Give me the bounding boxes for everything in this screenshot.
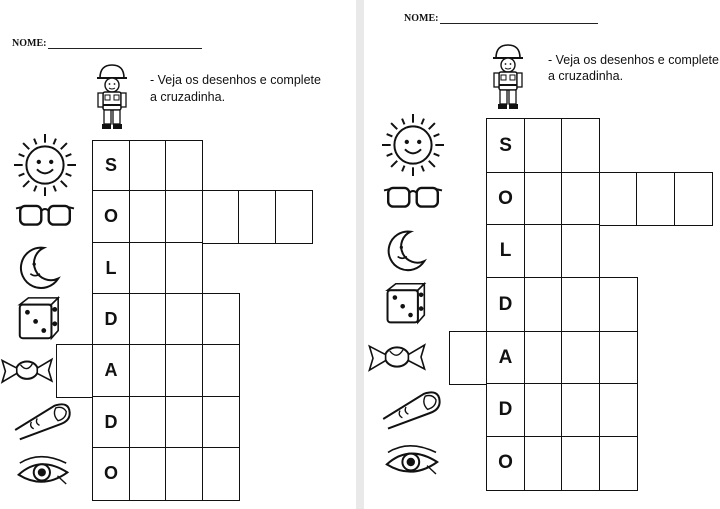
eye-icon [382, 444, 442, 486]
answer-cell[interactable] [561, 118, 600, 174]
answer-cell[interactable] [674, 172, 713, 226]
worksheet-page-left [0, 0, 356, 509]
answer-cell[interactable] [165, 447, 203, 501]
soldier-icon [488, 42, 528, 117]
answer-cell[interactable] [561, 224, 600, 279]
key-letter: O [104, 206, 119, 227]
answer-cell[interactable] [561, 277, 600, 333]
answer-cell[interactable] [202, 190, 240, 244]
answer-cell[interactable] [524, 436, 563, 491]
answer-cell[interactable] [165, 242, 203, 295]
answer-cell[interactable] [129, 190, 167, 244]
instruction-line-1: - Veja os desenhos e complete [150, 73, 321, 87]
glasses-icon [382, 183, 444, 219]
key-letter: O [498, 452, 513, 474]
sun-icon [382, 114, 444, 181]
answer-cell[interactable] [636, 172, 675, 226]
answer-cell[interactable] [449, 331, 488, 385]
answer-cell[interactable] [165, 293, 203, 346]
key-letter: O [498, 187, 513, 209]
answer-cell[interactable] [165, 344, 203, 398]
key-letter: A [104, 360, 118, 381]
dice-icon [382, 281, 428, 332]
answer-cell[interactable] [129, 396, 167, 449]
instruction-line-2: a cruzadinha. [150, 90, 226, 104]
answer-cell[interactable] [165, 140, 203, 192]
instruction-line-2: a cruzadinha. [548, 69, 624, 83]
answer-cell[interactable] [56, 344, 94, 398]
candy-icon [367, 339, 427, 380]
answer-cell[interactable] [238, 190, 276, 244]
answer-cell[interactable] [202, 447, 240, 501]
name-label: NOME: [404, 13, 439, 24]
answer-cell[interactable] [524, 277, 563, 333]
moon-icon [382, 228, 428, 279]
sun-icon [14, 134, 76, 201]
soldier-icon [92, 62, 132, 137]
answer-cell[interactable] [524, 172, 563, 226]
answer-cell[interactable] [561, 383, 600, 438]
key-letter: L [499, 240, 512, 262]
key-letter: A [498, 346, 513, 368]
key-letter: D [498, 399, 513, 421]
worksheet-page-right [364, 0, 720, 509]
answer-cell[interactable] [129, 242, 167, 295]
answer-cell[interactable] [202, 293, 240, 346]
glasses-icon [14, 201, 76, 237]
answer-cell[interactable] [202, 396, 240, 449]
answer-cell[interactable] [524, 331, 563, 385]
answer-cell[interactable] [202, 344, 240, 398]
key-letter: D [498, 293, 513, 315]
key-letter: O [104, 463, 119, 484]
answer-cell[interactable] [599, 383, 638, 438]
answer-cell[interactable] [524, 224, 563, 279]
name-input-line[interactable] [440, 23, 598, 24]
finger-icon [382, 389, 442, 436]
answer-cell[interactable] [129, 293, 167, 346]
key-letter: S [499, 134, 512, 156]
answer-cell[interactable] [561, 172, 600, 226]
answer-cell[interactable] [165, 396, 203, 449]
instruction-line-1: - Veja os desenhos e complete [548, 53, 719, 67]
answer-cell[interactable] [129, 344, 167, 398]
key-letter: S [105, 155, 118, 176]
candy-icon [0, 354, 54, 391]
answer-cell[interactable] [129, 447, 167, 501]
answer-cell[interactable] [524, 118, 563, 174]
answer-cell[interactable] [599, 172, 638, 226]
answer-cell[interactable] [524, 383, 563, 438]
answer-cell[interactable] [599, 277, 638, 333]
key-letter: D [104, 411, 118, 432]
answer-cell[interactable] [165, 190, 203, 244]
name-input-line[interactable] [48, 48, 202, 49]
moon-icon [14, 244, 62, 297]
answer-cell[interactable] [129, 140, 167, 192]
dice-icon [14, 295, 62, 348]
name-label: NOME: [12, 38, 47, 49]
answer-cell[interactable] [599, 331, 638, 385]
key-letter: D [104, 308, 118, 329]
key-letter: L [105, 257, 117, 278]
answer-cell[interactable] [275, 190, 313, 244]
answer-cell[interactable] [561, 436, 600, 491]
answer-cell[interactable] [561, 331, 600, 385]
answer-cell[interactable] [599, 436, 638, 491]
eye-icon [14, 455, 72, 496]
finger-icon [14, 401, 72, 447]
